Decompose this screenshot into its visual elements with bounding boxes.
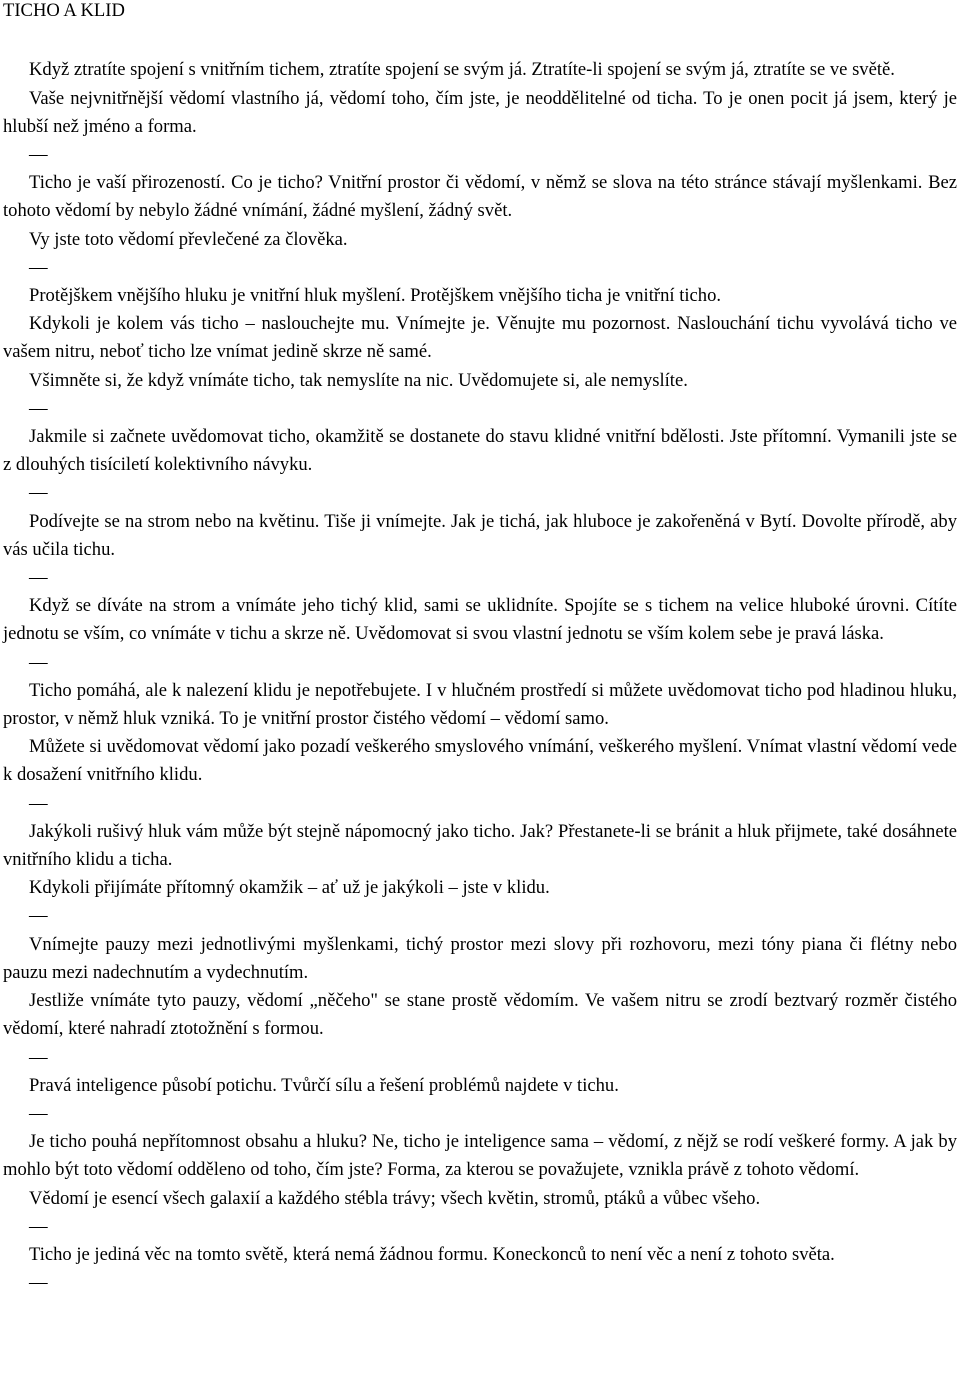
section-separator: —	[29, 567, 48, 589]
paragraph: Jakmile si začnete uvědomovat ticho, okamžitě se dostanete do stavu klidné vnitřní bdělosti. Jste přítomní. Vymanili jste se z dlouhých tisíciletí kolektivního návyku.	[3, 426, 957, 476]
section-separator: —	[29, 1215, 48, 1237]
title-spacer	[3, 28, 957, 56]
document-title: TICHO A KLID	[3, 0, 125, 21]
paragraph: Můžete si uvědomovat vědomí jako pozadí veškerého smyslového vnímání, veškerého myšlení. Vnímat vlastní vědomí vede k dosažení vnitřního klidu.	[3, 736, 957, 786]
section-separator: —	[29, 397, 48, 419]
section-separator: —	[29, 1272, 48, 1294]
paragraph: Vy jste toto vědomí převlečené za člověka.	[29, 228, 348, 250]
paragraph: Vnímejte pauzy mezi jednotlivými myšlenkami, tichý prostor mezi slovy při rozhovoru, mezi tóny piana či flétny nebo pauzu mezi nadechnutím a vydechnutím.	[3, 933, 957, 983]
section-separator: —	[29, 482, 48, 504]
section-separator: —	[29, 651, 48, 673]
paragraph: Vaše nejvnitřnější vědomí vlastního já, vědomí toho, čím jste, je neoddělitelné od ticha. To je onen pocit já jsem, který je hlubší než jméno a forma.	[3, 87, 957, 137]
paragraph: Jakýkoli rušivý hluk vám může být stejně nápomocný jako ticho. Jak? Přestanete-li se bránit a hluk přijmete, také dosáhnete vnitřního klidu a ticha.	[3, 820, 957, 871]
section-separator: —	[29, 144, 48, 165]
paragraph: Ticho pomáhá, ale k nalezení klidu je nepotřebujete. I v hlučném prostředí si můžete uvědomovat ticho pod hladinou hluku, prostor, v němž hluk vzniká. To je vnitřní prostor čistého vědomí – vědomí samo.	[3, 679, 957, 730]
paragraph: Je ticho pouhá nepřítomnost obsahu a hluku? Ne, ticho je inteligence sama – vědomí, z nějž se rodí veškeré formy. A jak by mohlo být toto vědomí odděleno od toho, čím jste? Forma, za kterou se považujete, vznikla právě z tohoto vědomí.	[3, 1131, 957, 1181]
paragraph: Kdykoli je kolem vás ticho – naslouchejte mu. Vnímejte je. Věnujte mu pozornost. Naslouchání tichu vyvolává ticho ve vašem nitru, neboť ticho lze vnímat jedině skrze ně samé.	[3, 313, 957, 363]
paragraph: Všimněte si, že když vnímáte ticho, tak nemyslíte na nic. Uvědomujete si, ale nemyslíte.	[29, 369, 688, 391]
section-separator: —	[29, 905, 48, 927]
paragraph: Protějškem vnějšího hluku je vnitřní hluk myšlení. Protějškem vnějšího ticha je vnitřní ticho.	[29, 285, 722, 307]
paragraph: Ticho je jediná věc na tomto světě, která nemá žádnou formu. Koneckonců to není věc a není z tohoto světa.	[29, 1243, 835, 1265]
section-separator: —	[29, 1102, 48, 1124]
paragraph: Když ztratíte spojení s vnitřním tichem, ztratíte spojení se svým já. Ztratíte-li spojení se svým já, ztratíte se ve světě.	[29, 59, 895, 81]
paragraph: Ticho je vaší přirozeností. Co je ticho? Vnitřní prostor či vědomí, v němž se slova na této stránce stávají myšlenkami. Bez tohoto vědomí by nebylo žádné vnímání, žádné myšlení, žádný svět.	[3, 172, 957, 222]
paragraph: Vědomí je esencí všech galaxií a každého stébla trávy; všech květin, stromů, ptáků a vůbec všeho.	[29, 1187, 761, 1209]
paragraph: Když se díváte na strom a vnímáte jeho tichý klid, sami se uklidníte. Spojíte se s tichem na velice hluboké úrovni. Cítíte jednotu se vším, co vnímáte v tichu a skrze ně. Uvědomovat si svou vlastní jednotu se vším kolem sebe je pravá láska.	[3, 595, 957, 645]
paragraph: Jestliže vnímáte tyto pauzy, vědomí „něčeho" se stane prostě vědomím. Ve vašem nitru se zrodí beztvarý rozměr čistého vědomí, které nahradí ztotožnění s formou.	[3, 990, 957, 1040]
section-separator: —	[29, 792, 48, 814]
paragraph: Podívejte se na strom nebo na květinu. Tiše ji vnímejte. Jak je tichá, jak hluboce je zakořeněná v Bytí. Dovolte přírodě, aby vás učila tichu.	[3, 510, 957, 560]
paragraph: Pravá inteligence působí potichu. Tvůrčí sílu a řešení problémů najdete v tichu.	[29, 1074, 619, 1096]
section-separator: —	[29, 1046, 48, 1068]
document-page	[3, 0, 957, 1297]
paragraph: Kdykoli přijímáte přítomný okamžik – ať už je jakýkoli – jste v klidu.	[29, 877, 550, 899]
section-separator: —	[29, 256, 48, 278]
